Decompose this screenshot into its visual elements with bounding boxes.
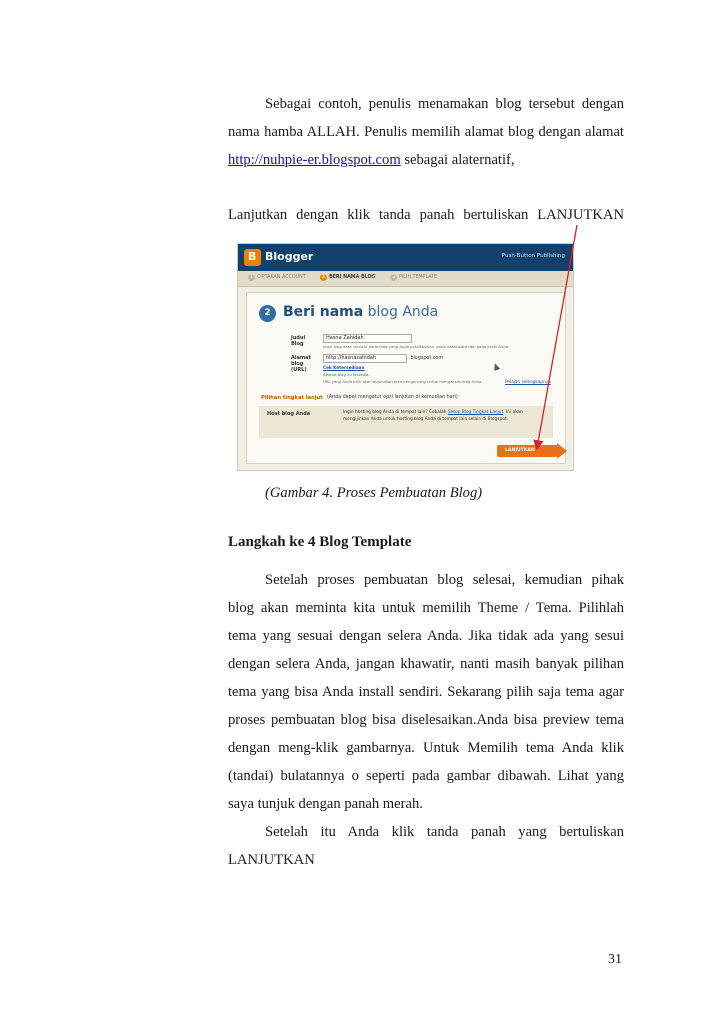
text-line: (tandai) bulatannya o seperti pada gambar dibawah. Lihat yang xyxy=(228,768,624,784)
lanjutkan-button[interactable]: LANJUTKAN xyxy=(497,445,557,457)
text-line: blog akan meminta kita untuk memilih Theme / Tema. Pilihlah xyxy=(228,600,624,616)
judul-label: Judul Blog xyxy=(291,335,306,347)
host-label: Host blog Anda xyxy=(267,411,311,417)
advanced-options-note: (Anda dapat mengatur opsi lanjutan di kemudian hari) xyxy=(327,395,458,400)
text-line: Setelah proses pembuatan blog selesai, kemudian pihak xyxy=(265,572,624,588)
step-badge: 2 xyxy=(259,305,276,322)
step-number: 1 xyxy=(248,274,255,281)
step-number: 3 xyxy=(390,274,397,281)
judul-hint: Judul blog akan muncul pada blog yang Anda publikasikan, pada dashboard dan pada profil Anda. xyxy=(323,344,510,349)
check-availability-link[interactable]: Cek Ketersediaan xyxy=(323,365,365,370)
text-line: tema yang bisa Anda install sendiri. Sekarang pilih saja tema agar xyxy=(228,684,624,700)
host-text: . Ini akan mengijinkan Anda untuk hosting blog Anda di tempat lain selain di Blogspot. xyxy=(343,410,523,422)
learn-more-link[interactable]: Pelajari selengkapnya xyxy=(505,379,551,384)
text-line: Setelah itu Anda klik tanda panah yang bertuliskan xyxy=(265,824,624,840)
blogger-tagline: Push-Button Publishing xyxy=(501,253,565,259)
step-number: 2 xyxy=(321,275,326,280)
step-label: PILIH TEMPLATE xyxy=(399,275,438,280)
page-number: 31 xyxy=(608,952,622,967)
text-fragment: sebagai alaternatif, xyxy=(400,152,515,168)
domain-suffix: .blogspot.com xyxy=(409,356,444,361)
alamat-input[interactable]: http://hasnazahidah xyxy=(323,354,407,363)
text-line: LANJUTKAN xyxy=(228,852,315,868)
advanced-options-heading[interactable]: Pilihan tingkat lanjut xyxy=(261,395,323,401)
blog-url-link[interactable]: http://nuhpie-er.blogspot.com xyxy=(228,152,401,168)
text-line: Lanjutkan dengan klik tanda panah bertuliskan LANJUTKAN xyxy=(228,207,624,223)
text-line: saya tunjuk dengan panah merah. xyxy=(228,796,423,812)
text-line: nama hamba ALLAH. Penulis memilih alamat blog dengan alamat xyxy=(228,124,624,140)
advanced-setup-link[interactable]: Setup Blog Tingkat Lanjut xyxy=(447,410,504,415)
text-line: dengan meng-klik gambarnya. Untuk Memilih tema Anda klik xyxy=(228,740,624,756)
title-bold: Beri nama xyxy=(283,304,364,320)
blogger-brand: Blogger xyxy=(265,250,314,263)
arrow-line xyxy=(537,225,577,448)
step-label: CIPTAKAN ACCOUNT xyxy=(257,275,306,280)
title-rest: blog Anda xyxy=(363,304,439,320)
host-text: Ingin hosting blog Anda di tempat lain? Cobalah xyxy=(343,410,447,415)
text-line: proses pembuatan blog bisa diselesaikan.Anda bisa preview tema xyxy=(228,712,624,728)
text-line: dengan selera Anda, jangan khawatir, nanti masih banyak pilihan xyxy=(228,656,624,672)
step-label: BERI NAMA BLOG xyxy=(329,275,376,280)
text-line: Sebagai contoh, penulis menamakan blog tersebut dengan xyxy=(265,96,624,112)
figure-caption: (Gambar 4. Proses Pembuatan Blog) xyxy=(265,485,483,501)
url-hint: URL yang Anda pilih akan digunakan oleh pengunjung untuk mengakses blog Anda. xyxy=(323,379,483,384)
availability-status: Alamat blog ini tersedia. xyxy=(323,372,370,377)
alamat-label: Alamat blog (URL) xyxy=(291,355,311,373)
template-paragraph xyxy=(228,566,624,874)
judul-input[interactable]: Hasna Zahidah xyxy=(323,334,412,343)
section-heading: Langkah ke 4 Blog Template xyxy=(228,534,412,550)
text-line: tema yang sesuai dengan selera Anda. Jika tidak ada yang sesui xyxy=(228,628,624,644)
